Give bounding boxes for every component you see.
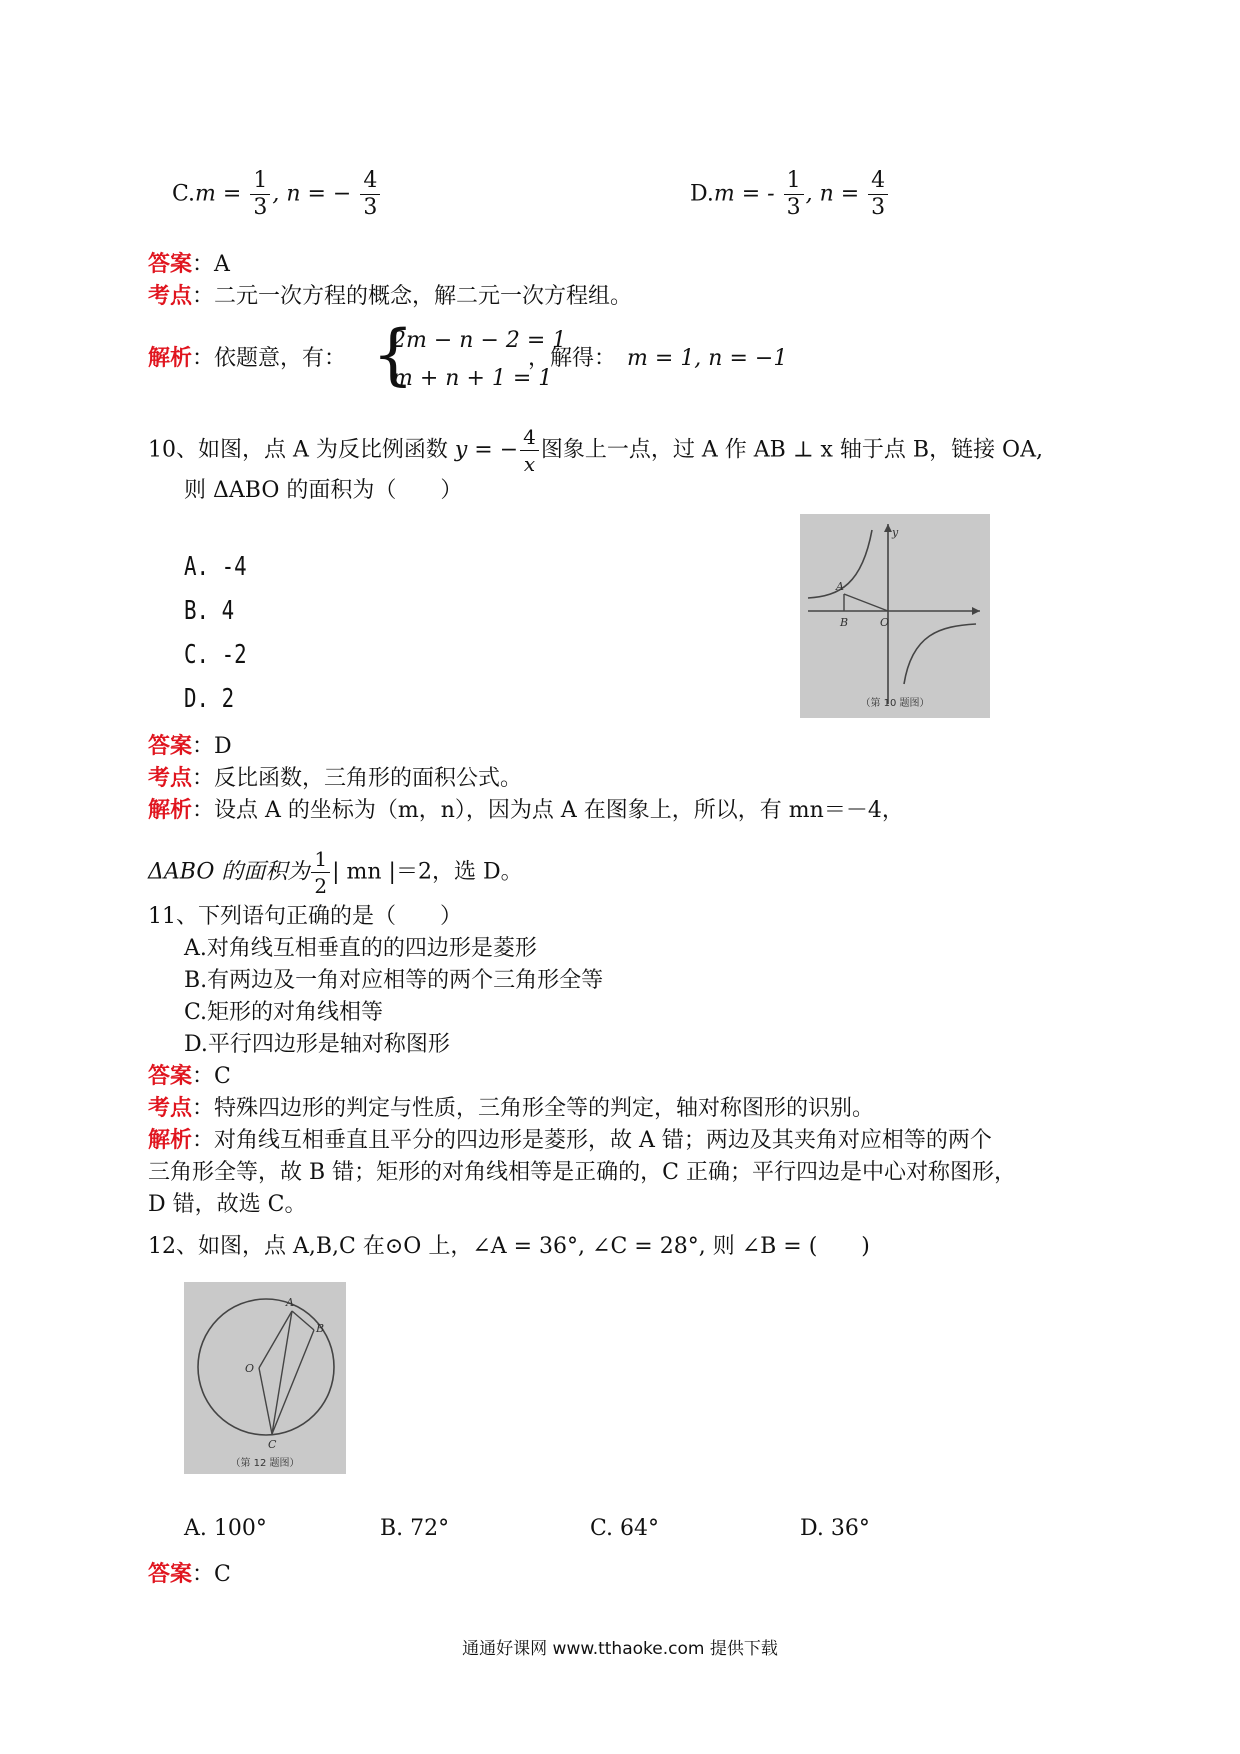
- q12-figure: [184, 1282, 346, 1474]
- q11-option-c: C.矩形的对角线相等: [184, 1000, 384, 1025]
- q11-analysis: 解析：对角线互相垂直且平分的四边形是菱形，故 A 错；两边及其夹角对应相等的两个: [148, 1128, 992, 1153]
- q11-answer: 答案：C: [148, 1064, 231, 1089]
- q10-option-c: C. -2: [184, 640, 247, 670]
- page-footer: 通通好课网 www.tthaoke.com 提供下载: [462, 1639, 778, 1659]
- q10-option-d: D. 2: [184, 684, 235, 714]
- point-b-label: B: [840, 616, 849, 629]
- q10-stem-line2: 则 ΔABO 的面积为（ ）: [184, 478, 463, 503]
- q10-option-b: B. 4: [184, 596, 235, 626]
- q9-eq1: 2m − n − 2 = 1: [392, 328, 567, 353]
- q9-answer: 答案：A: [148, 252, 230, 277]
- q10-point: 考点：反比函数，三角形的面积公式。: [148, 766, 523, 791]
- q11-option-b: B.有两边及一角对应相等的两个三角形全等: [184, 968, 604, 993]
- hyperbola-graph: [800, 514, 990, 718]
- point-c-label: C: [268, 1438, 277, 1451]
- q9-eq2: m + n + 1 = 1: [392, 366, 553, 391]
- q10-figure: [800, 514, 990, 718]
- q11-point: 考点：特殊四边形的判定与性质，三角形全等的判定，轴对称图形的识别。: [148, 1096, 875, 1121]
- q12-figure-caption: （第 12 题图）: [230, 1458, 300, 1469]
- q9-option-c: C.m = $\frac{1}{3}$ , n = − $\frac{4}{3}$: [172, 168, 382, 221]
- q11-analysis-line3: D 错，故选 C。: [148, 1192, 307, 1217]
- q11-option-d: D.平行四边形是轴对称图形: [184, 1032, 450, 1057]
- circle-diagram: [184, 1282, 346, 1474]
- point-b-label: B: [316, 1322, 325, 1335]
- q12-option-a: A. 100°: [184, 1516, 267, 1541]
- q9-analysis: 解析：依题意，有：: [148, 346, 347, 371]
- y-axis-label: y: [892, 526, 899, 539]
- q10-analysis: 解析：设点 A 的坐标为（m，n），因为点 A 在图象上，所以，有 mn＝－4，: [148, 798, 904, 823]
- q12-stem: 12、如图，点 A,B,C 在⊙O 上，∠A = 36°, ∠C = 28°, 则 ∠B = ( ): [148, 1234, 870, 1259]
- point-a-label: A: [836, 580, 844, 593]
- q10-option-a: A. -4: [184, 552, 247, 582]
- q11-stem: 11、下列语句正确的是（ ）: [148, 904, 462, 929]
- equation-brace: {: [372, 316, 414, 393]
- q12-option-d: D. 36°: [800, 1516, 870, 1541]
- q12-answer: 答案：C: [148, 1562, 231, 1587]
- q10-figure-caption: （第 10 题图）: [860, 698, 930, 709]
- q10-stem: 10、如图，点 A 为反比例函数 y = − $\frac{4}{x}$ 图象上一点，过 A 作 AB ⊥ x 轴于点 B，链接 OA,: [148, 425, 1043, 476]
- q12-option-b: B. 72°: [380, 1516, 450, 1541]
- q10-answer: 答案：D: [148, 734, 232, 759]
- q10-analysis-line2: ΔABO 的面积为 $\frac{1}{2}$ | mn |＝2，选 D。: [148, 847, 523, 898]
- point-o-label: O: [880, 616, 890, 629]
- point-a-label: A: [286, 1296, 294, 1309]
- q12-option-c: C. 64°: [590, 1516, 660, 1541]
- point-o-label: O: [245, 1362, 255, 1375]
- q9-point: 考点：二元一次方程的概念，解二元一次方程组。: [148, 284, 633, 309]
- q11-analysis-line2: 三角形全等，故 B 错；矩形的对角线相等是正确的，C 正确；平行四边是中心对称图形，: [148, 1160, 1016, 1185]
- q9-analysis-mid: ，解得： m = 1, n = −1: [528, 346, 788, 371]
- q11-option-a: A.对角线互相垂直的的四边形是菱形: [184, 936, 537, 961]
- q9-option-d: D.m = - $\frac{1}{3}$ , n = $\frac{4}{3}$: [690, 168, 890, 221]
